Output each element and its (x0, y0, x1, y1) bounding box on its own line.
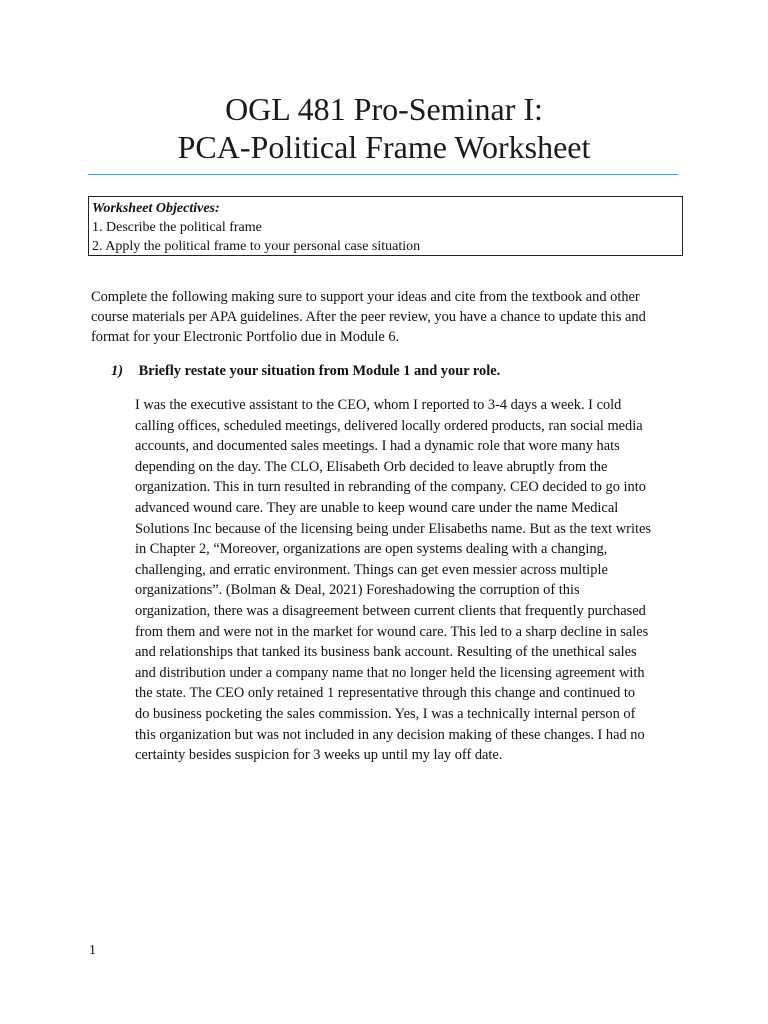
answer-line: this organization but was not included in any decision making of these changes. I had no (135, 726, 645, 743)
answer-line: depending on the day. The CLO, Elisabeth Orb decided to leave abruptly from the (135, 458, 608, 475)
document-title (0, 90, 768, 166)
answer-line: organization. This in turn resulted in rebranding of the company. CEO decided to go into (135, 479, 646, 496)
answer-line: and distribution under a company name that no longer held the licensing agreement with (135, 664, 645, 681)
answer-line: in Chapter 2, “Moreover, organizations are open systems dealing with a changing, (135, 541, 608, 558)
title-line-2: PCA-Political Frame Worksheet (177, 129, 591, 165)
answer-line: organization, there was a disagreement between current clients that frequently purchased (135, 602, 646, 619)
answer-line: challenging, and erratic environment. Things can get even messier across multiple (135, 561, 608, 578)
answer-line: the state. The CEO only retained 1 representative through this change and continued to (135, 685, 636, 702)
intro-paragraph (91, 287, 691, 347)
objectives-box (88, 196, 683, 256)
answer-paragraph (135, 395, 695, 766)
answer-line: advanced wound care. They are unable to keep wound care under the name Medical (135, 499, 619, 516)
question-1 (111, 361, 500, 381)
intro-line: Complete the following making sure to support your ideas and cite from the textbook and other (91, 289, 640, 305)
title-divider (88, 174, 678, 175)
page-number: 1 (89, 943, 96, 958)
title-line-1: OGL 481 Pro-Seminar I: (225, 91, 543, 127)
intro-line: format for your Electronic Portfolio due in Module 6. (91, 329, 400, 345)
answer-line: calling offices, scheduled meetings, delivered locally ordered products, ran social media (135, 417, 643, 434)
objective-item: 1. Describe the political frame (92, 220, 262, 235)
answer-line: from them and were not in the market for wound care. This led to a sharp decline in sales (135, 623, 649, 640)
answer-line: Solutions Inc because of the licensing being under Elisabeths name. But as the text writes (135, 520, 651, 537)
answer-line: I was the executive assistant to the CEO, whom I reported to 3-4 days a week. I cold (135, 397, 622, 413)
answer-line: certainty besides suspicion for 3 weeks up until my lay off date. (135, 747, 503, 764)
question-text: Briefly restate your situation from Module 1 and your role. (138, 363, 501, 379)
objective-item: 2. Apply the political frame to your personal case situation (92, 239, 421, 254)
question-number: 1) (111, 363, 123, 379)
answer-line: and relationships that tanked its business bank account. Resulting of the unethical sales (135, 644, 637, 661)
answer-line: do business pocketing the sales commission. Yes, I was a technically internal person of (135, 705, 636, 722)
intro-line: course materials per APA guidelines. After the peer review, you have a chance to update this and (91, 309, 646, 325)
objectives-heading: Worksheet Objectives: (92, 201, 220, 216)
answer-line: organizations”. (Bolman & Deal, 2021) Foreshadowing the corruption of this (135, 582, 580, 599)
answer-line: accounts, and documented sales meetings. I had a dynamic role that wore many hats (135, 438, 620, 455)
